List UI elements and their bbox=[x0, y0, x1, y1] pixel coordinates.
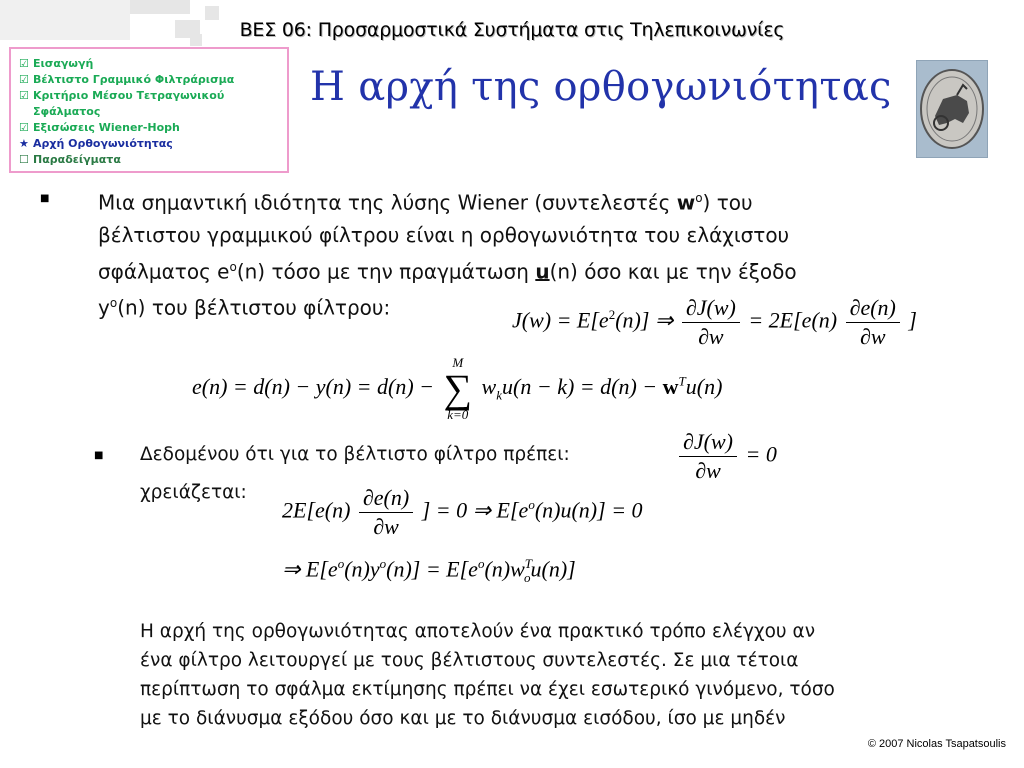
square-bullet-icon: ■ bbox=[40, 193, 50, 204]
equation-orthogonality-output: ⇒ $E[e^o(n)y^o(n)] = E[e^o(n)w^T_ou(n)]$ bbox=[282, 556, 576, 585]
required-text: χρειάζεται: bbox=[140, 482, 247, 503]
equation-orthogonality-input: 2E[e(n) $\frac{\partial e(n)}{\partial w}$ ] = 0 ⇒ $E[e^o(n)u(n)] = 0$ bbox=[282, 485, 643, 539]
star-icon: ★ bbox=[19, 137, 29, 150]
slide-title: Η αρχή της ορθογωνιότητας bbox=[310, 64, 892, 110]
checked-box-icon: ☑ bbox=[19, 57, 29, 70]
toc-item-wiener-hopf[interactable]: ☑ Εξισώσεις Wiener-Hoph bbox=[19, 121, 180, 134]
checked-box-icon: ☑ bbox=[19, 73, 29, 86]
checked-box-icon: ☑ bbox=[19, 89, 29, 102]
equation-error: e(n) = d(n) − y(n) = d(n) − M ∑ k=0 $w_ku(n - k) = d(n) - w^Tu(n)$ bbox=[192, 355, 723, 422]
toc-item-orthogonality[interactable]: ★ Αρχή Ορθογωνιότητας bbox=[19, 137, 173, 150]
optimal-condition-text: Δεδομένου ότι για το βέλτιστο φίλτρο πρέπει: bbox=[140, 444, 570, 465]
equation-gradient: $J(w) = E[e^2(n)]$ ⇒ $\frac{\partial J(w)}{\partial w}$ = 2E[e(n) $\frac{\partial e(n)}{\partial w}$ ] bbox=[512, 295, 917, 349]
paragraph-orthogonality-property: Μια σημαντική ιδιότητα της λύσης Wiener (συντελεστές $w^o$) του βέλτιστου γραμμικού φίλτρου είναι η ορθογωνιότητα του ελάχιστου σφάλματος $e^o(n)$ τόσο με την πραγμάτωση u(n) όσο και με την έξοδο $y^o(n)$ του βέλτιστου φίλτρου: bbox=[98, 190, 797, 320]
ancient-coin-image bbox=[916, 60, 988, 158]
course-title: ΒΕΣ 06: Προσαρμοστικά Συστήματα στις Τηλεπικοινωνίες bbox=[239, 19, 785, 41]
copyright-footer: © 2007 Nicolas Tsapatsoulis bbox=[867, 738, 1006, 750]
table-of-contents bbox=[9, 47, 289, 173]
square-bullet-icon: ■ bbox=[94, 450, 104, 461]
equation-gradient-zero: $\frac{\partial J(w)}{\partial w}$ = 0 bbox=[676, 430, 777, 483]
toc-item-examples[interactable]: ☐ Παραδείγματα bbox=[19, 153, 121, 166]
toc-item-optimal-filtering[interactable]: ☑ Βέλτιστο Γραμμικό Φιλτράρισμα bbox=[19, 73, 235, 86]
empty-box-icon: ☐ bbox=[19, 153, 29, 166]
toc-item-intro[interactable]: ☑ Εισαγωγή bbox=[19, 57, 94, 70]
toc-item-mse-criterion[interactable]: ☑ Κριτήριο Μέσου Τετραγωνικού bbox=[19, 89, 225, 102]
toc-item-mse-criterion-cont[interactable]: Σφάλματος bbox=[33, 105, 101, 118]
paragraph-conclusion: Η αρχή της ορθογωνιότητας αποτελούν ένα πρακτικό τρόπο ελέγχου αν ένα φίλτρο λειτουργεί με τους βέλτιστους συντελεστές. Σε μια τέτοια περίπτωση το σφάλμα εκτίμησης πρέπει να έχει εσωτερικό γινόμενο, τόσο με το διάνυσμα εξόδου όσο και με το διάνυσμα εισόδου, ίσο με μηδέν bbox=[140, 621, 835, 729]
checked-box-icon: ☑ bbox=[19, 121, 29, 134]
